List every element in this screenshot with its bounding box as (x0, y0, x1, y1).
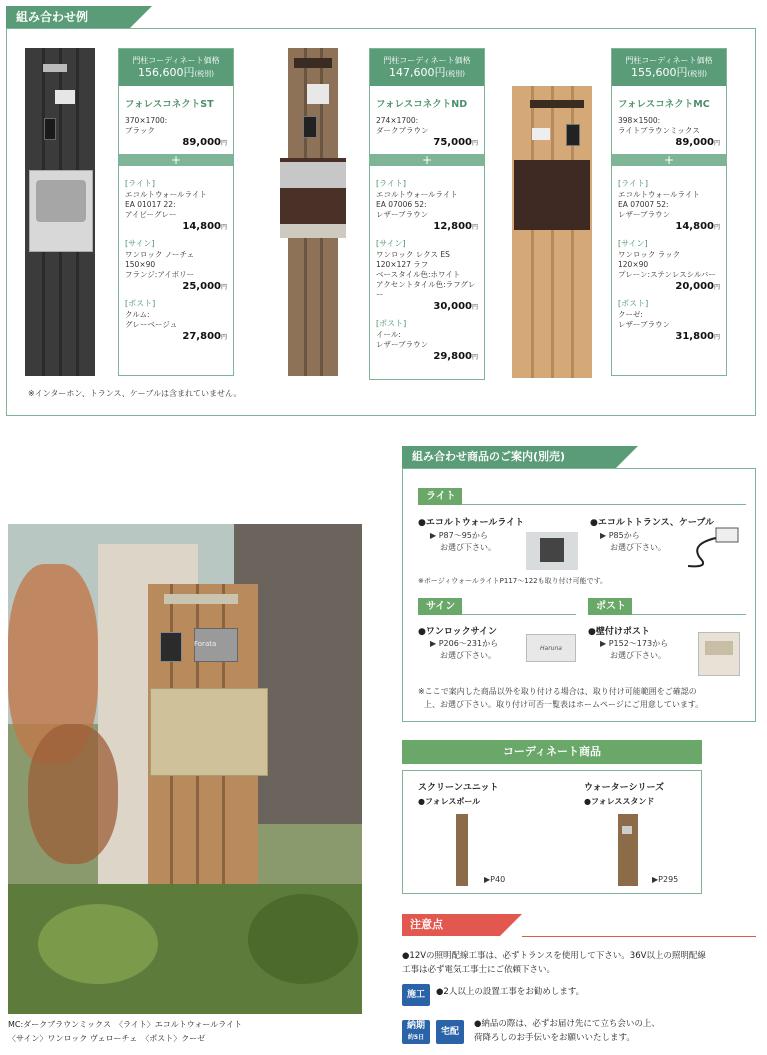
light-code: EA 07006 52: (376, 200, 427, 209)
caution-line-3b: 荷降ろしのお手伝いをお願いいたします。 (474, 1033, 635, 1043)
price-label: 門柱コーディネート価格 (625, 56, 713, 65)
post-ref: ▶ P152〜173から (600, 639, 669, 648)
coordinate-price: 147,600円 (389, 66, 446, 79)
light-color: レザーブラウン (618, 210, 671, 219)
product-price: 89,000円 (182, 137, 227, 148)
sign-detail: フランジ:アイボリー (125, 270, 195, 279)
construction-icon: 施工 (402, 984, 430, 1006)
sign-category: [サイン] (376, 239, 406, 248)
post-color: レザーブラウン (376, 340, 429, 349)
product-size: 370×1700: (125, 116, 168, 125)
sign-price: 30,000円 (433, 301, 478, 312)
post-color: グレーベージュ (125, 320, 178, 329)
photo-caption-1: MC:ダークブラウンミックス 〈ライト〉エコルトウォールライト (8, 1020, 242, 1029)
sign-plate-image: Haruna (526, 634, 576, 662)
plus-divider: + (612, 154, 726, 166)
light-name: エコルトウォールライト (125, 190, 207, 199)
light1-title: ●エコルトウォールライト (418, 518, 525, 528)
screen-unit-title: スクリーンユニット (418, 783, 499, 793)
light-code: EA 07007 52: (618, 200, 669, 209)
guide-frame (402, 468, 756, 722)
light2-select: お選び下さい。 (610, 543, 666, 552)
sign-price: 25,000円 (182, 281, 227, 292)
combo-mc-price-box (611, 48, 727, 376)
caution-line-1a: ●12Vの照明配線工事は、必ずトランスを使用して下さい。36V以上の照明配線 (402, 951, 706, 961)
light-name: エコルトウォールライト (618, 190, 700, 199)
forest-stand-image (618, 814, 638, 886)
post-category: [ポスト] (125, 299, 156, 308)
light2-ref: ▶ P85から (600, 531, 640, 540)
sign-detail: プレーン:ステンレスシルバー (618, 270, 716, 279)
product-color: ブラック (125, 126, 155, 135)
light-price: 12,800円 (433, 221, 478, 232)
light1-select: お選び下さい。 (440, 543, 496, 552)
col1-page: ▶P40 (484, 875, 506, 884)
product-price: 89,000円 (675, 137, 720, 148)
caution-line-1b: 工事は必ず電気工事士にご依頼下さい。 (402, 965, 556, 975)
light-code: EA 01017 22: (125, 200, 176, 209)
product-size: 274×1700: (376, 116, 419, 125)
light2-title: ●エコルトトランス、ケーブル (590, 518, 715, 528)
sign-size: 120×127 ラフ (376, 260, 429, 269)
sign-tab: サイン (418, 598, 462, 615)
light-price: 14,800円 (675, 221, 720, 232)
post-price: 31,800円 (675, 331, 720, 342)
product-color: ダークブラウン (376, 126, 429, 135)
sign-detail-2: アクセントタイル色:ラフグレー (376, 280, 476, 299)
caution-header (402, 914, 522, 936)
post-price: 29,800円 (433, 351, 478, 362)
post-title: ●壁付けポスト (588, 627, 650, 637)
guide-title: 組み合わせ商品のご案内(別売) (402, 446, 616, 468)
product-name: フォレスコネクトND (376, 99, 468, 110)
sign-title: ●ワンロックサイン (418, 627, 498, 637)
wall-light-image (526, 532, 578, 570)
product-color: ライトブラウンミックス (618, 126, 700, 135)
sign-category: [サイン] (125, 239, 155, 248)
sign-name: ワンロック ラック (618, 250, 681, 259)
light-category: [ライト] (125, 179, 156, 188)
post-tab: ポスト (588, 598, 632, 615)
post-name: イール: (376, 330, 401, 339)
delivery-time-icon: 納期 約5日 (402, 1020, 430, 1044)
guide-note-2: 上、お選び下さい。取り付け可否一覧表はホームページにご用意しています。 (424, 700, 704, 709)
transformer-cable-image (680, 524, 746, 570)
wall-post-image (698, 632, 740, 676)
guide-note-1: ※ここで案内した商品以外を取り付ける場合は、取り付け可能範囲をご確認の (418, 687, 697, 696)
sign-price: 20,000円 (675, 281, 720, 292)
product-name: フォレスコネクトST (125, 99, 214, 110)
price-label: 門柱コーディネート価格 (132, 56, 220, 65)
sign-detail: ベースタイル色:ホワイト (376, 270, 461, 279)
light-color: アイビーグレー (125, 210, 177, 219)
combo-st-price-header (119, 49, 233, 86)
light1-ref: ▶ P87〜95から (430, 531, 488, 540)
product-name: フォレスコネクトMC (618, 99, 710, 110)
post-category: [ポスト] (376, 319, 407, 328)
caution-line-3a: ●納品の際は、必ずお届け先にて立ち会いの上、 (474, 1019, 660, 1029)
post-color: レザーブラウン (618, 320, 671, 329)
light-category: [ライト] (618, 179, 649, 188)
forest-stand-item: ●フォレススタンド (584, 797, 655, 806)
price-label: 門柱コーディネート価格 (383, 56, 471, 65)
sign-name: ワンロック ノーチェ (125, 250, 195, 259)
plus-divider: + (119, 154, 233, 166)
sign-size: 120×90 (618, 260, 649, 269)
combo-st-price-box (118, 48, 234, 376)
post-select: お選び下さい。 (610, 651, 666, 660)
combo-nd-price-header (370, 49, 484, 86)
home-delivery-icon: 宅配 (436, 1020, 464, 1044)
combo-mc-price-header (612, 49, 726, 86)
post-name: クーゼ: (618, 310, 643, 319)
water-series-title: ウォーターシリーズ (584, 783, 665, 793)
tax-note: (税別) (687, 70, 707, 78)
sign-name: ワンロック レクス ES (376, 250, 450, 259)
plus-divider: + (370, 154, 484, 166)
post-category: [ポスト] (618, 299, 649, 308)
nameplate-text: Forata (194, 640, 217, 648)
sign-size: 150×90 (125, 260, 156, 269)
post-name: クルム: (125, 310, 150, 319)
post-price: 27,800円 (182, 331, 227, 342)
caution-title: 注意点 (402, 914, 500, 936)
section1-header (6, 6, 152, 28)
forest-pole-image (456, 814, 468, 886)
light-color: レザーブラウン (376, 210, 429, 219)
product-size: 398×1500: (618, 116, 661, 125)
caution-line-2: ●2人以上の設置工事をお勧めします。 (436, 987, 585, 997)
combo-nd-price-box (369, 48, 485, 380)
light-tab: ライト (418, 488, 462, 505)
light-price: 14,800円 (182, 221, 227, 232)
section1-note: ※インターホン、トランス、ケーブルは含まれていません。 (28, 389, 242, 398)
light-note: ※ボージィウォールライトP117〜122も取り付け可能です。 (418, 577, 608, 585)
tax-note: (税別) (445, 70, 465, 78)
coordinate-price: 155,600円 (631, 66, 688, 79)
light-name: エコルトウォールライト (376, 190, 458, 199)
guide-header (402, 446, 638, 468)
photo-caption-2: 〈サイン〉ワンロック ヴェローチェ 〈ポスト〉クーゼ (8, 1034, 206, 1043)
sign-select: お選び下さい。 (440, 651, 496, 660)
sign-ref: ▶ P206〜231から (430, 639, 499, 648)
light-category: [ライト] (376, 179, 407, 188)
tax-note: (税別) (194, 70, 214, 78)
section1-title: 組み合わせ例 (6, 6, 130, 28)
sign-category: [サイン] (618, 239, 648, 248)
col2-page: ▶P295 (652, 875, 679, 884)
product-price: 75,000円 (433, 137, 478, 148)
coordinate-title: コーディネート商品 (402, 740, 702, 764)
coordinate-price: 156,600円 (138, 66, 195, 79)
forest-pole-item: ●フォレスポール (418, 797, 481, 806)
